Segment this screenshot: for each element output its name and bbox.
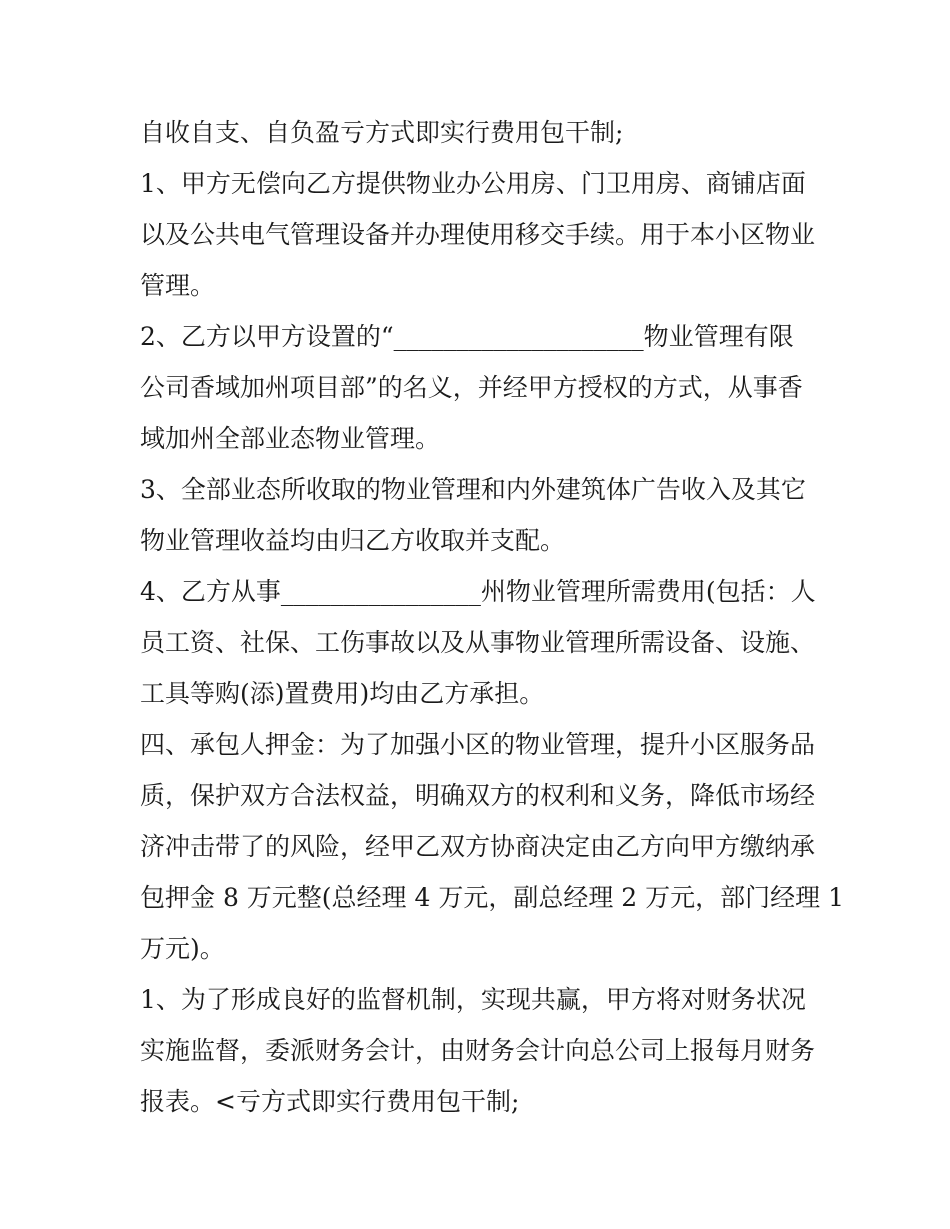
- text-line-sub1: 1、为了形成良好的监督机制，实现共赢，甲方将对财务状况: [140, 985, 806, 1014]
- text-line-item2: 2、乙方以甲方设置的“____________________物业管理有限: [140, 322, 794, 351]
- text-line-sub1-cont: 实施监督，委派财务会计，由财务会计向总公司上报每月财务: [140, 1036, 816, 1065]
- text-line-intro: 自收自支、自负盈亏方式即实行费用包干制;: [140, 118, 624, 147]
- text-line-section4-cont3: 包押金 8 万元整(总经理 4 万元，副总经理 2 万元，部门经理 1: [140, 883, 845, 912]
- text-line-item1-end: 管理。: [140, 271, 216, 300]
- text-line-item4-cont: 员工资、社保、工伤事故以及从事物业管理所需设备、设施、: [140, 628, 816, 657]
- text-line-item4: 4、乙方从事________________州物业管理所需费用(包括：人: [140, 577, 816, 606]
- text-line-section4: 四、承包人押金：为了加强小区的物业管理，提升小区服务品: [140, 730, 816, 759]
- text-line-item3-end: 物业管理收益均由归乙方收取并支配。: [140, 526, 566, 555]
- text-line-item3: 3、全部业态所收取的物业管理和内外建筑体广告收入及其它: [140, 475, 806, 504]
- text-line-section4-cont1: 质，保护双方合法权益，明确双方的权利和义务，降低市场经: [140, 781, 816, 810]
- text-line-section4-cont2: 济冲击带了的风险，经甲乙双方协商决定由乙方向甲方缴纳承: [140, 832, 816, 861]
- text-line-section4-end: 万元)。: [140, 934, 225, 963]
- text-line-sub1-end: 报表。<亏方式即实行费用包干制;: [140, 1087, 520, 1116]
- text-line-item1-cont: 以及公共电气管理设备并办理使用移交手续。用于本小区物业: [140, 220, 816, 249]
- document-body: [140, 107, 845, 1127]
- text-line-item2-end: 域加州全部业态物业管理。: [140, 424, 441, 453]
- text-line-item2-cont: 公司香域加州项目部”的名义，并经甲方授权的方式，从事香: [140, 373, 803, 402]
- text-line-item1: 1、甲方无偿向乙方提供物业办公用房、门卫用房、商铺店面: [140, 169, 806, 198]
- text-line-item4-end: 工具等购(添)置费用)均由乙方承担。: [140, 679, 545, 708]
